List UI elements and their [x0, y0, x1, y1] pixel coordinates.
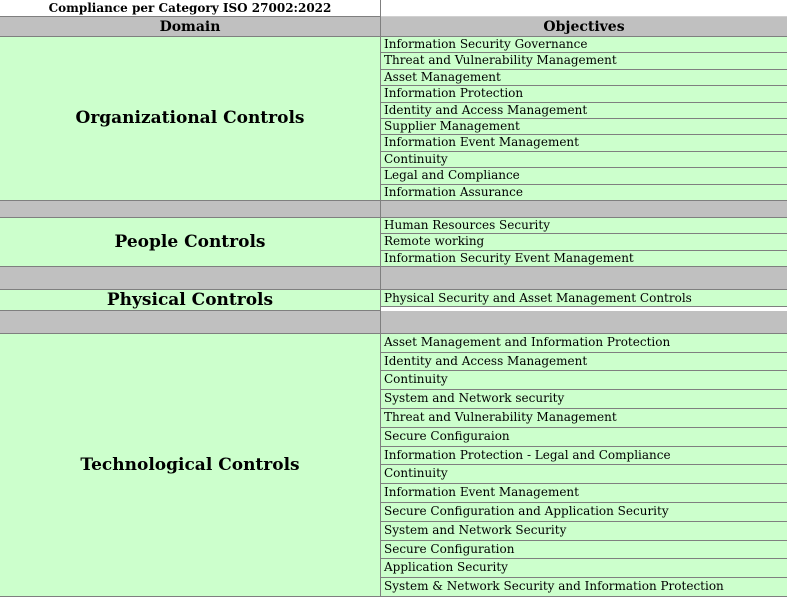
- header-row: [0, 17, 787, 37]
- objective-cell: Physical Security and Asset Management Controls: [381, 290, 787, 307]
- objective-cell: System and Network security: [381, 390, 787, 409]
- objective-cell: Human Resources Security: [381, 218, 787, 234]
- objective-cell: Asset Management: [381, 70, 787, 86]
- domain-cell: People Controls: [0, 218, 381, 267]
- objective-cell: Continuity: [381, 152, 787, 168]
- domain-cell: Technological Controls: [0, 334, 381, 597]
- objective-cell: Secure Configuration and Application Security: [381, 503, 787, 522]
- table-title: Compliance per Category ISO 27002:2022: [0, 0, 381, 17]
- objective-cell: Threat and Vulnerability Management: [381, 409, 787, 428]
- domain-cell: Physical Controls: [0, 290, 381, 311]
- objective-cell: Information Protection: [381, 86, 787, 102]
- objectives-list: [381, 218, 787, 267]
- objective-cell: System and Network Security: [381, 522, 787, 541]
- objective-cell: Application Security: [381, 559, 787, 578]
- title-empty-cell: [381, 0, 787, 17]
- objective-cell: Identity and Access Management: [381, 103, 787, 119]
- domain-group: [0, 218, 787, 267]
- objective-cell: Threat and Vulnerability Management: [381, 53, 787, 69]
- objective-cell: Information Security Governance: [381, 37, 787, 53]
- objectives-list: [381, 290, 787, 311]
- objective-cell: Supplier Management: [381, 119, 787, 135]
- objectives-header: Objectives: [381, 17, 787, 37]
- separator-cell: [0, 267, 381, 290]
- objectives-list: [381, 37, 787, 201]
- objective-cell: Secure Configuration: [381, 541, 787, 560]
- domain-group: [0, 334, 787, 597]
- domain-cell: Organizational Controls: [0, 37, 381, 201]
- domain-group: [0, 290, 787, 311]
- objective-cell: Information Event Management: [381, 135, 787, 151]
- objective-cell: Information Protection - Legal and Compliance: [381, 447, 787, 466]
- groups-container: [0, 37, 787, 597]
- separator-cell: [381, 267, 787, 290]
- separator-cell: [381, 311, 787, 334]
- title-row: [0, 0, 787, 17]
- objective-cell: Continuity: [381, 371, 787, 390]
- objectives-list: [381, 334, 787, 597]
- objective-cell: Information Assurance: [381, 185, 787, 201]
- objective-cell: Information Event Management: [381, 484, 787, 503]
- objective-cell: Asset Management and Information Protection: [381, 334, 787, 353]
- group-separator-row: [0, 201, 787, 218]
- domain-group: [0, 37, 787, 201]
- objective-cell: Continuity: [381, 465, 787, 484]
- separator-cell: [381, 201, 787, 218]
- domain-header: Domain: [0, 17, 381, 37]
- separator-cell: [0, 201, 381, 218]
- objective-cell: Identity and Access Management: [381, 353, 787, 372]
- objective-cell: Secure Configuraion: [381, 428, 787, 447]
- objective-cell: Information Security Event Management: [381, 251, 787, 267]
- separator-cell: [0, 311, 381, 334]
- objective-cell: Remote working: [381, 234, 787, 250]
- objective-cell: Legal and Compliance: [381, 168, 787, 184]
- group-separator-row: [0, 311, 787, 334]
- objective-cell: System & Network Security and Information Protection: [381, 578, 787, 597]
- group-separator-row: [0, 267, 787, 290]
